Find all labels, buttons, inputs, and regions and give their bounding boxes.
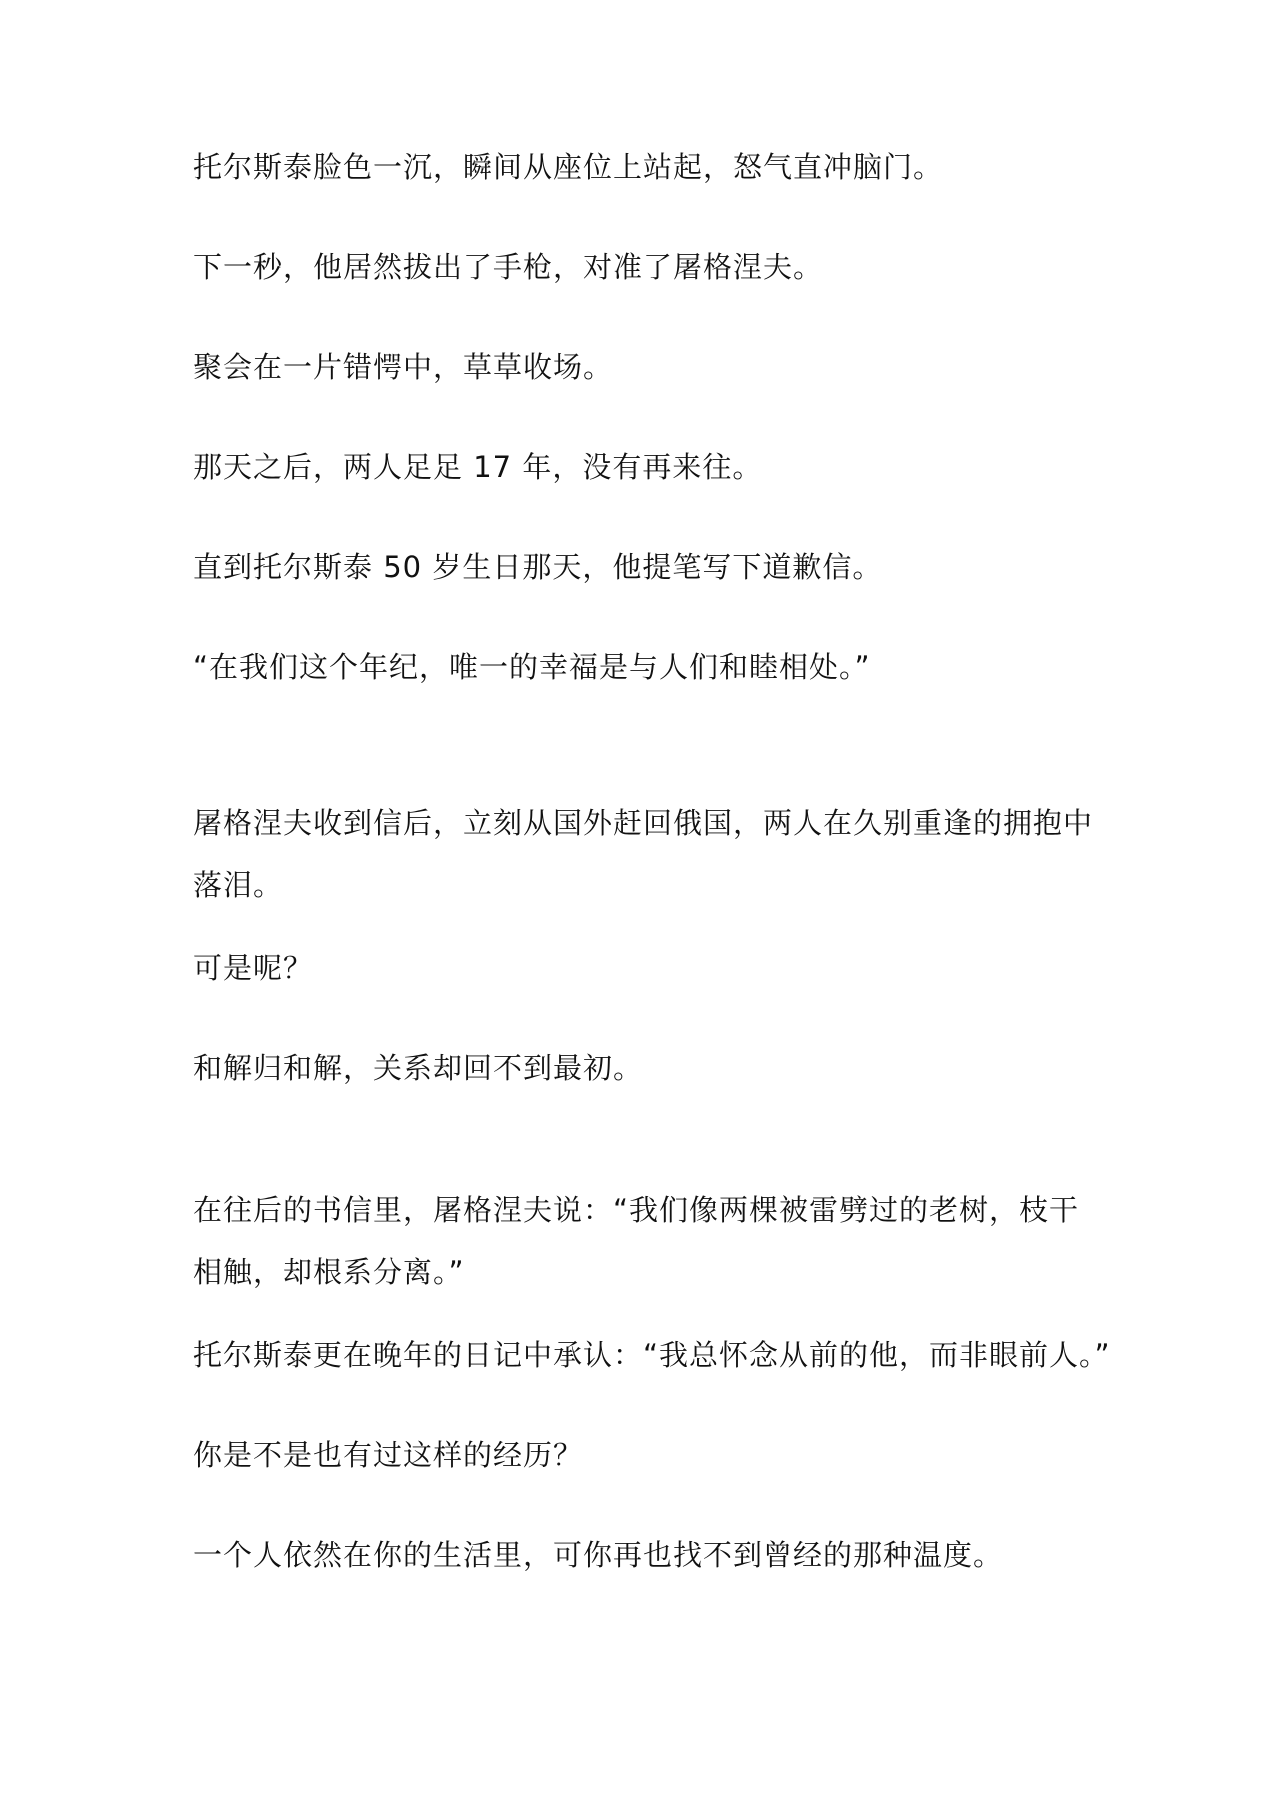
paragraph-line: 落泪。 bbox=[193, 868, 284, 902]
paragraph-line: 那天之后，两人足足 17 年，没有再来往。 bbox=[193, 450, 763, 484]
paragraph-8 bbox=[193, 943, 1083, 993]
paragraph-line: “在我们这个年纪，唯一的幸福是与人们和睦相处。” bbox=[193, 650, 871, 684]
paragraph-line: 屠格涅夫收到信后，立刻从国外赶回俄国，两人在久别重逢的拥抱中 bbox=[193, 806, 1094, 840]
paragraph-9 bbox=[193, 1043, 1083, 1093]
paragraph-10 bbox=[193, 1179, 1083, 1303]
paragraph-line: 直到托尔斯泰 50 岁生日那天，他提笔写下道歉信。 bbox=[193, 550, 883, 584]
paragraph-11 bbox=[193, 1330, 1111, 1380]
paragraph-line: 托尔斯泰脸色一沉，瞬间从座位上站起，怒气直冲脑门。 bbox=[193, 150, 944, 184]
paragraph-line: 聚会在一片错愕中，草草收场。 bbox=[193, 350, 614, 384]
paragraph-12 bbox=[193, 1430, 1083, 1480]
paragraph-1 bbox=[193, 142, 1083, 192]
paragraph-3 bbox=[193, 342, 1083, 392]
paragraph-6 bbox=[193, 642, 1083, 692]
paragraph-line: 和解归和解，关系却回不到最初。 bbox=[193, 1051, 644, 1085]
paragraph-line: 可是呢？ bbox=[193, 951, 314, 985]
paragraph-2 bbox=[193, 242, 1083, 292]
paragraph-4 bbox=[193, 442, 1083, 492]
paragraph-13 bbox=[193, 1530, 1083, 1580]
paragraph-5 bbox=[193, 542, 1083, 592]
paragraph-7 bbox=[193, 792, 1094, 916]
paragraph-line: 你是不是也有过这样的经历？ bbox=[193, 1438, 584, 1472]
paragraph-line: 托尔斯泰更在晚年的日记中承认：“我总怀念从前的他，而非眼前人。” bbox=[193, 1338, 1111, 1372]
paragraph-line: 下一秒，他居然拔出了手枪，对准了屠格涅夫。 bbox=[193, 250, 824, 284]
paragraph-line: 相触，却根系分离。” bbox=[193, 1255, 465, 1289]
paragraph-line: 在往后的书信里，屠格涅夫说：“我们像两棵被雷劈过的老树，枝干 bbox=[193, 1193, 1080, 1227]
paragraph-line: 一个人依然在你的生活里，可你再也找不到曾经的那种温度。 bbox=[193, 1538, 1004, 1572]
